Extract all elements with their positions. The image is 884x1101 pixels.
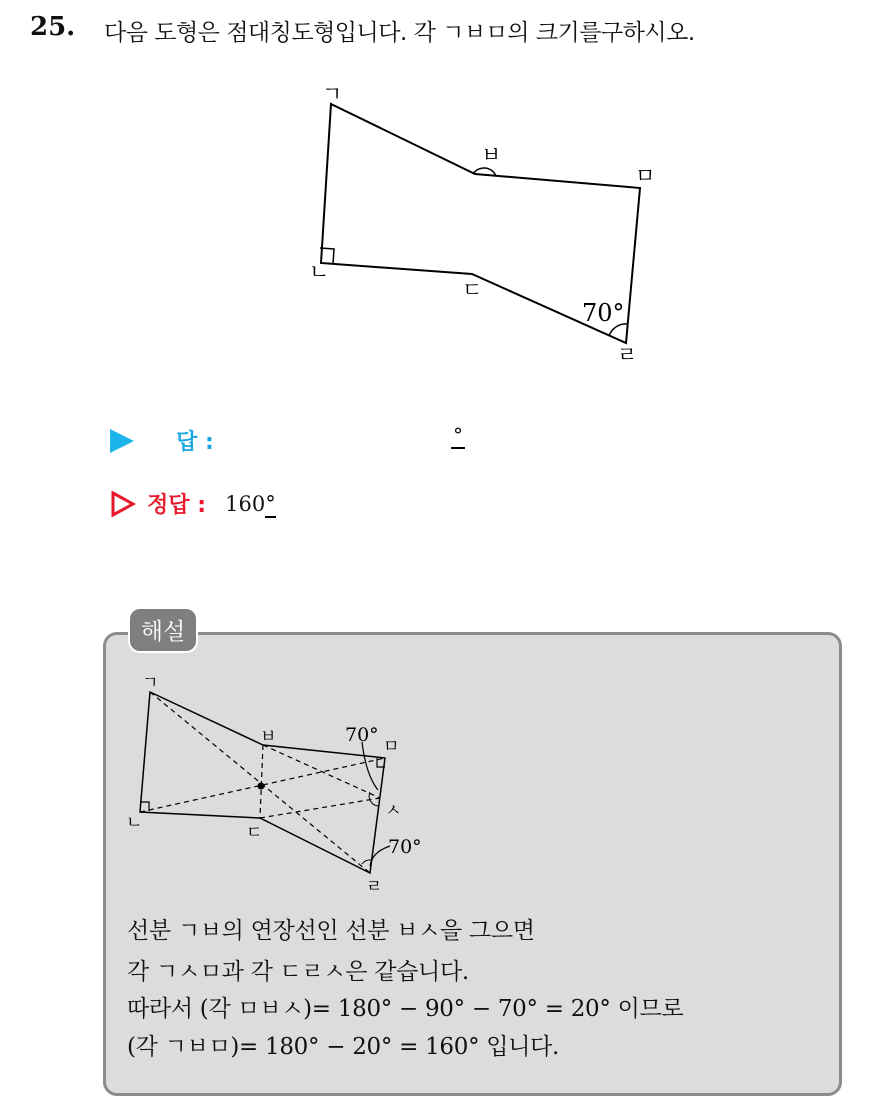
answer-unit[interactable]: ° <box>453 423 463 447</box>
answer-label: 답 : <box>176 430 214 455</box>
exp-label-n: ㄴ <box>126 813 143 833</box>
exp-label-s: ㅅ <box>385 801 402 821</box>
vertex-label-d: ㄷ <box>462 278 483 302</box>
angle-label-70: 70° <box>582 299 625 327</box>
center-point <box>258 783 265 790</box>
explanation-line-1: 선분 ㄱㅂ의 연장선인 선분 ㅂㅅ을 그으면 <box>127 918 535 944</box>
correct-answer-unit: ° <box>265 491 276 516</box>
question-text: 다음 도형은 점대칭도형입니다. 각 ㄱㅂㅁ의 크기를구하시오. <box>104 20 695 46</box>
diag-g-r <box>150 692 370 873</box>
vertex-label-g: ㄱ <box>322 82 343 106</box>
correct-answer-label: 정답 : <box>147 493 207 518</box>
explanation-line-2: 각 ㄱㅅㅁ과 각 ㄷㄹㅅ은 같습니다. <box>127 959 469 985</box>
exp-hexagon <box>140 692 385 873</box>
exp-angle-bottom: 70° <box>388 836 422 858</box>
diag-b-d <box>260 745 263 818</box>
exp-label-m: ㅁ <box>383 737 400 757</box>
explanation-line-3: 따라서 (각 ㅁㅂㅅ)= 180° − 90° − 70° = 20° 이므로 <box>127 996 684 1022</box>
ext-b-s <box>263 745 380 798</box>
exp-label-g: ㄱ <box>142 673 159 693</box>
vertex-label-m: ㅁ <box>635 164 656 188</box>
line-d-s <box>260 798 380 818</box>
vertex-label-n: ㄴ <box>309 260 330 284</box>
exp-label-r: ㄹ <box>366 877 383 897</box>
exp-label-d: ㄷ <box>246 823 263 843</box>
explanation-tag: 해설 <box>128 607 198 653</box>
vertex-label-b: ㅂ <box>481 143 502 167</box>
vertex-label-r: ㄹ <box>617 343 638 367</box>
explanation-line-4: (각 ㄱㅂㅁ)= 180° − 20° = 160° 입니다. <box>127 1034 560 1060</box>
correct-answer-value: 160 <box>225 491 266 516</box>
arrow-top <box>362 742 378 790</box>
exp-label-b: ㅂ <box>260 727 277 747</box>
question-number: 25. <box>30 12 76 42</box>
exp-angle-top: 70° <box>345 724 379 746</box>
